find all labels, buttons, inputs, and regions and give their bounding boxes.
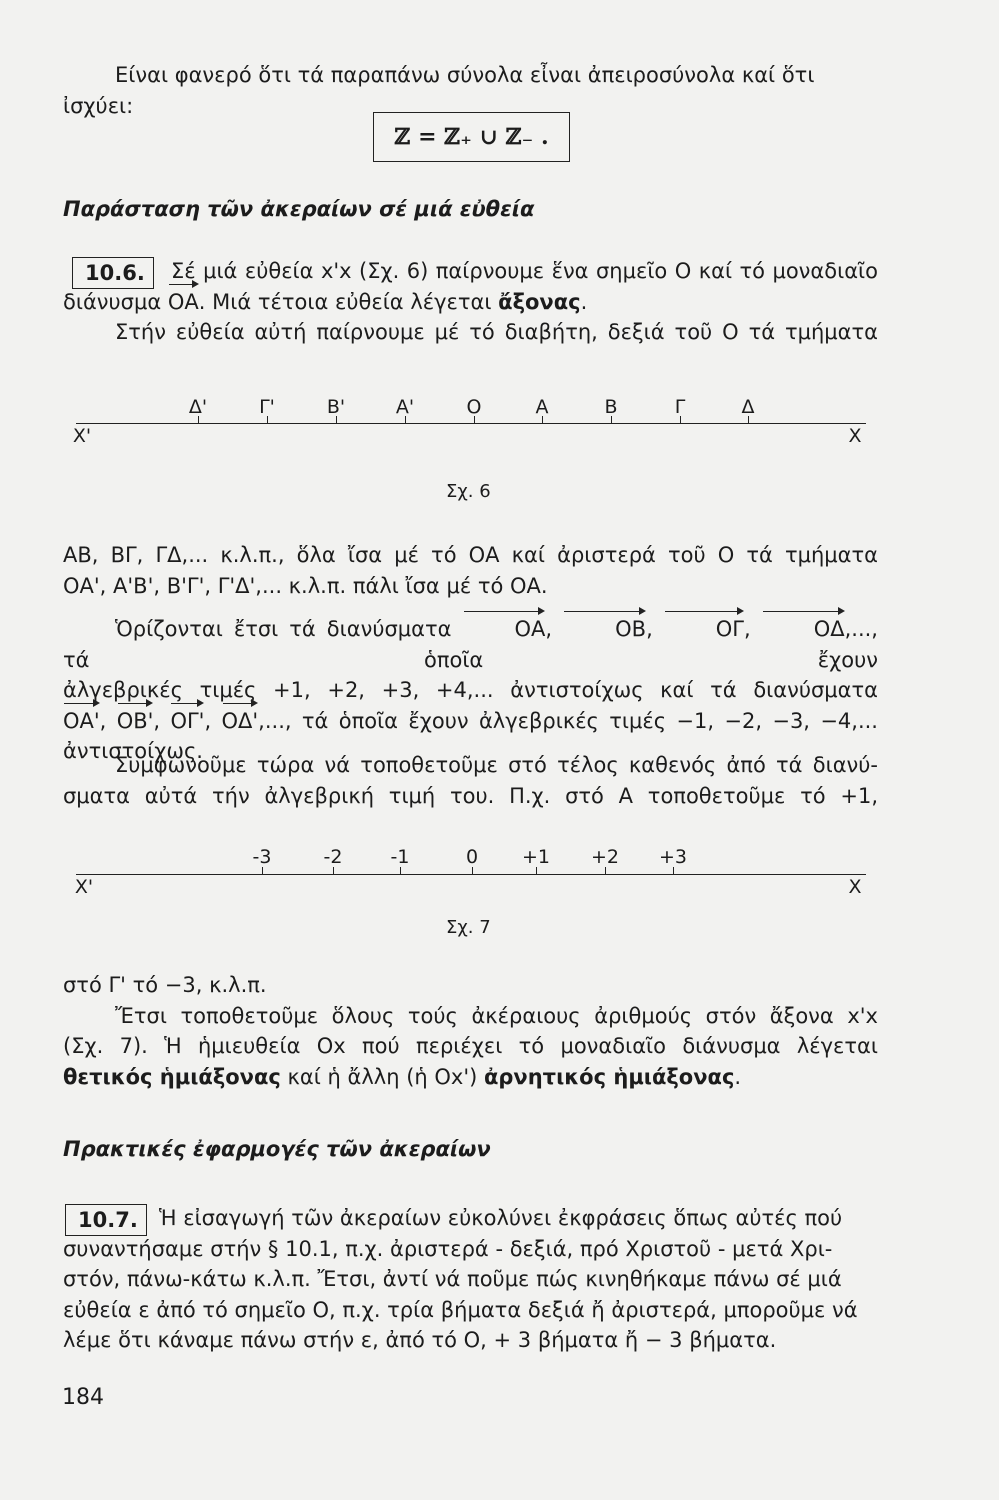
label-minus-3: -3: [252, 846, 272, 868]
convention-line-2: σματα αὐτά τήν ἀλγεβρική τιμή του. Π.χ. στό Α τοποθετοῦμε τό +1,: [63, 783, 878, 808]
axis-left-end: X': [72, 425, 92, 447]
figure-7-caption: Σχ. 7: [446, 917, 491, 938]
section-number-10-7: 10.7.: [65, 1204, 147, 1236]
section-10-6-line-2: διάνυσμα ΟΑ. Μιά τέτοια εὐθεία λέγεται ἄξονας.: [63, 287, 878, 318]
intro-line-2: ἰσχύει:: [63, 93, 134, 118]
vector-og: ΟΓ: [664, 614, 744, 645]
vectors-line-2: ἀλγεβρικές τιμές +1, +2, +3, +4,... ἀντιστοίχως καί τά διανύσματα: [63, 678, 878, 702]
label-plus-3: +3: [658, 846, 688, 868]
placement-line-2: Ἔτσι τοποθετοῦμε ὅλους τούς ἀκέραιους ἀριθμούς στόν ἄξονα x'x: [115, 1003, 878, 1028]
label-plus-2: +2: [590, 846, 620, 868]
label-zero: 0: [465, 846, 479, 868]
section-10-7-line-5: λέμε ὅτι κάναμε πάνω στήν ε, ἀπό τό Ο, + 3 βήματα ἤ − 3 βήματα.: [63, 1328, 777, 1352]
term-axis: ἄξονας: [498, 289, 581, 314]
placement-line-4: θετικός ἡμιάξονας καί ἡ ἄλλη (ἡ Οx') ἀρνητικός ἡμιάξονας.: [63, 1064, 742, 1089]
vector-oa: ΟΑ: [463, 614, 546, 645]
section-10-7-line-4: εὐθεία ε ἀπό τό σημεῖο Ο, π.χ. τρία βήματα δεξιά ἤ ἀριστερά, μποροῦμε νά: [63, 1297, 858, 1322]
tick-zero: [472, 867, 473, 874]
vectors-paragraph: [63, 614, 878, 767]
vector-og-prime: ΟΓ': [170, 706, 204, 737]
section-heading-applications: Πρακτικές ἐφαρμογές τῶν ἀκεραίων: [63, 1137, 491, 1161]
placement-line-1: στό Γ' τό −3, κ.λ.π.: [63, 973, 267, 997]
placement-line-3: (Σχ. 7). Ἡ ἡμιευθεία Οx πού περιέχει τό μοναδιαῖο διάνυσμα λέγεται: [63, 1034, 878, 1058]
section-heading-representation: Παράσταση τῶν ἀκεραίων σέ μιά εὐθεία: [63, 197, 535, 221]
tick-plus-3: [673, 867, 674, 874]
vectors-line-3: ΟΑ', ΟΒ', ΟΓ', ΟΔ',..., τά ὁποῖα ἔχουν ἀλγεβρικές τιμές −1, −2, −3, −4,...: [63, 706, 878, 737]
section-10-7-line-2: συναντήσαμε στήν § 10.1, π.χ. ἀριστερά - δεξιά, πρό Χριστοῦ - μετά Χρι-: [63, 1236, 833, 1261]
vectors-line-1: Ὁρίζονται ἔτσι τά διανύσματα ΟΑ, ΟΒ, ΟΓ, ΟΔ,..., τά ὁποῖα ἔχουν: [63, 614, 878, 675]
vector-oa-prime: ΟΑ': [63, 706, 100, 737]
vector-od: ΟΔ: [762, 614, 845, 645]
intro-line-1: Είναι φανερό ὅτι τά παραπάνω σύνολα εἶναι ἀπειροσύνολα καί ὅτι: [115, 63, 815, 87]
tick-plus-1: [536, 867, 537, 874]
label-plus-1: +1: [521, 846, 551, 868]
vector-ob: ΟΒ: [563, 614, 646, 645]
segments-paragraph: [63, 540, 878, 601]
axis-left-end: X': [74, 876, 94, 898]
label-minus-2: -2: [323, 846, 343, 868]
vectors-line-4: ἀντιστοίχως.: [63, 739, 203, 763]
point-o: Ο: [466, 396, 482, 418]
integers-union-formula: ℤ = ℤ₊ ∪ ℤ₋ .: [373, 112, 570, 162]
vector-ob-prime: ΟΒ': [117, 706, 154, 737]
section-10-6-line-1: Σέ μιά εὐθεία x'x (Σχ. 6) παίρνουμε ἕνα σημεῖο Ο καί τό μοναδιαῖο: [171, 259, 878, 283]
vector-od-prime: ΟΔ': [222, 706, 259, 737]
axis-right-end: X: [848, 876, 862, 898]
term-positive-semiaxis: θετικός ἡμιάξονας: [63, 1064, 281, 1089]
axis-line: [76, 423, 866, 424]
tick-minus-1: [400, 867, 401, 874]
convention-paragraph: [63, 750, 878, 811]
section-10-7-line-1: Ἡ εἰσαγωγή τῶν ἀκεραίων εὐκολύνει ἐκφράσεις ὅπως αὐτές πού: [159, 1206, 843, 1230]
section-10-6-line-3: Στήν εὐθεία αὐτή παίρνουμε μέ τό διαβήτη, δεξιά τοῦ Ο τά τμήματα: [115, 320, 878, 344]
point-g: Γ: [674, 396, 686, 418]
axis-placement-paragraph: [63, 970, 878, 1092]
axis-right-end: X: [848, 425, 862, 447]
point-d: Δ: [741, 396, 755, 418]
segments-line-2: ΟΑ', Α'Β', Β'Γ', Γ'Δ',... κ.λ.π. πάλι ἴσα μέ τό ΟΑ.: [63, 573, 548, 598]
vector-oa: ΟΑ: [168, 287, 199, 318]
figure-6-caption: Σχ. 6: [446, 481, 491, 502]
tick-plus-2: [605, 867, 606, 874]
term-negative-semiaxis: ἀρνητικός ἡμιάξονας: [483, 1064, 735, 1089]
point-g-prime: Γ': [259, 396, 275, 418]
point-b-prime: Β': [326, 396, 346, 418]
page-number: 184: [62, 1385, 104, 1410]
point-b: Β: [604, 396, 618, 418]
point-d-prime: Δ': [188, 396, 208, 418]
segments-line-1: ΑΒ, ΒΓ, ΓΔ,... κ.λ.π., ὅλα ἴσα μέ τό ΟΑ καί ἀριστερά τοῦ Ο τά τμήματα: [63, 543, 878, 567]
convention-line-1: Συμφωνοῦμε τώρα νά τοποθετοῦμε στό τέλος καθενός ἀπό τά διανύ-: [115, 753, 878, 777]
tick-minus-2: [333, 867, 334, 874]
section-10-7-line-3: στόν, πάνω-κάτω κ.λ.π. Ἔτσι, ἀντί νά ποῦμε πώς κινηθήκαμε πάνω σέ μιά: [63, 1267, 842, 1291]
tick-minus-3: [262, 867, 263, 874]
axis-line: [76, 874, 866, 875]
section-10-6-text: [63, 256, 878, 348]
label-minus-1: -1: [390, 846, 410, 868]
point-a: Α: [535, 396, 549, 418]
section-10-7-text: [63, 1203, 878, 1356]
section-number-10-6: 10.6.: [72, 257, 154, 289]
point-a-prime: Α': [395, 396, 415, 418]
